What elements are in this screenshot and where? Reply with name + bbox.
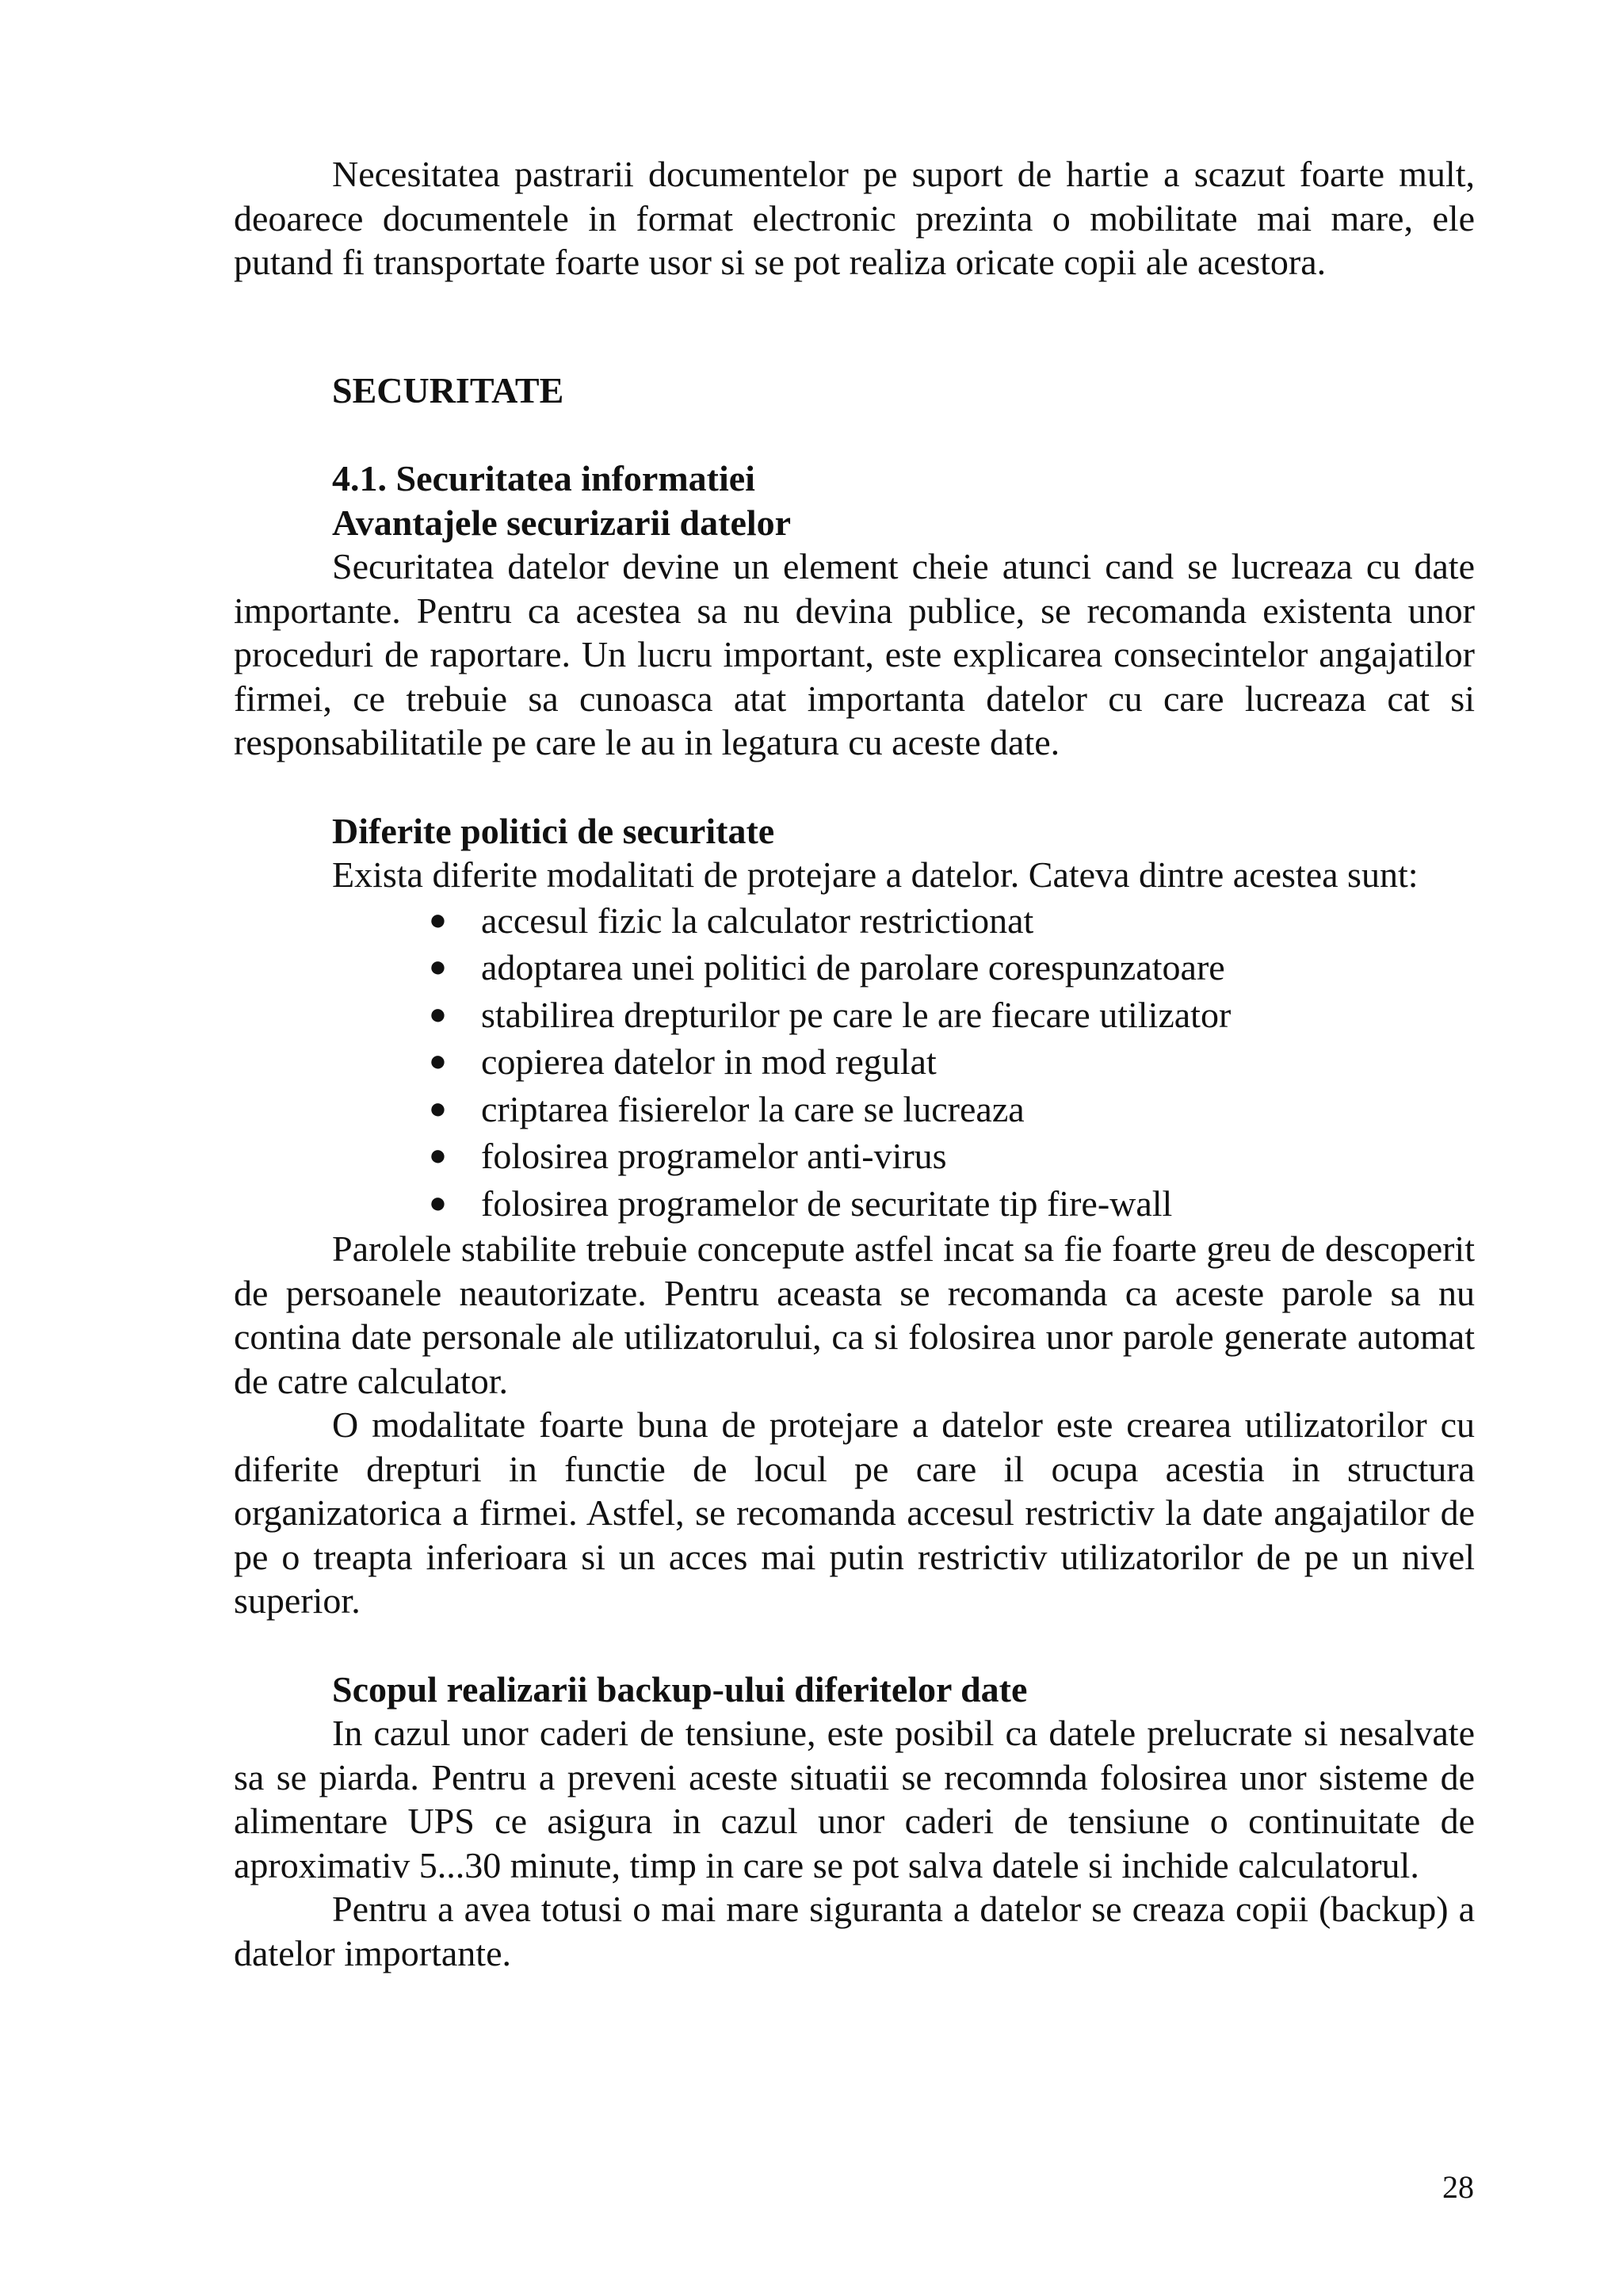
policies-intro-paragraph: Exista diferite modalitati de protejare a datelor. Cateva dintre acestea sunt: xyxy=(332,854,1419,895)
passwords-paragraph: Parolele stabilite trebuie concepute astfel incat sa fie foarte greu de descoperit de persoanele neautorizate. Pentru aceasta se recomanda ca aceste parole sa nu contina date personale ale utilizatorului, ca si folosirea unor parole generate automat de catre calculator. xyxy=(234,1228,1475,1401)
bullet-icon: ● xyxy=(429,1186,447,1220)
power-failure-paragraph: In cazul unor caderi de tensiune, este posibil ca datele prelucrate si nesalvate sa se piarda. Pentru a preveni aceste situatii se recomnda folosirea unor sisteme de alimentare UPS ce asigura in cazul unor caderi de tensiune o continuitate de aproximativ 5...30 minute, timp in care se pot salva datele si inchide calculatorul. xyxy=(234,1713,1475,1885)
bullet-icon: ● xyxy=(429,997,447,1031)
subsection-title: 4.1. Securitatea informatiei xyxy=(332,458,755,499)
bullet-icon: ● xyxy=(429,950,447,984)
spacer xyxy=(234,412,1475,457)
bullet-icon: ● xyxy=(429,903,447,937)
spacer xyxy=(234,285,1475,369)
list-item-text: copierea datelor in mod regulat xyxy=(481,1041,937,1082)
list-item-text: stabilirea drepturilor pe care le are fiecare utilizator xyxy=(481,994,1232,1035)
users-paragraph: O modalitate foarte buna de protejare a datelor este crearea utilizatorilor cu diferite drepturi in functie de locul pe care il ocupa acestia in structura organizatorica a firmei. Astfel, se recomanda accesul restrictiv la date angajatilor de pe o treapta inferioara si un acces mai putin restrictiv utilizatorilor de pe un nivel superior. xyxy=(234,1404,1475,1621)
spacer xyxy=(234,1623,1475,1668)
bullet-icon: ● xyxy=(429,1045,447,1078)
page-content xyxy=(234,152,1475,1975)
list-item-text: accesul fizic la calculator restrictionat xyxy=(481,900,1034,941)
bullet-icon: ● xyxy=(429,1091,447,1125)
list-item xyxy=(234,1133,1475,1180)
backup-copies-paragraph: Pentru a avea totusi o mai mare siguranta a datelor se creaza copii (backup) a datelor importante. xyxy=(234,1889,1475,1973)
list-item-text: criptarea fisierelor la care se lucreaza xyxy=(481,1088,1025,1129)
list-item xyxy=(234,991,1475,1039)
list-item xyxy=(234,1086,1475,1133)
list-item xyxy=(234,944,1475,991)
advantages-title: Avantajele securizarii datelor xyxy=(332,502,792,543)
policies-list xyxy=(234,897,1475,1228)
list-item xyxy=(234,897,1475,945)
list-item-text: folosirea programelor anti-virus xyxy=(481,1136,947,1176)
list-item xyxy=(234,1038,1475,1086)
list-item xyxy=(234,1180,1475,1228)
list-item-text: folosirea programelor de securitate tip fire-wall xyxy=(481,1182,1173,1224)
bullet-icon: ● xyxy=(429,1139,447,1172)
list-item-text: adoptarea unei politici de parolare corespunzatoare xyxy=(481,947,1225,988)
page-number: 28 xyxy=(1442,2169,1474,2205)
policies-title: Diferite politici de securitate xyxy=(332,810,775,851)
spacer xyxy=(234,765,1475,809)
backup-title: Scopul realizarii backup-ului diferitelor date xyxy=(332,1668,1028,1710)
advantages-paragraph: Securitatea datelor devine un element cheie atunci cand se lucreaza cu date importante. Pentru ca acestea sa nu devina publice, se recomanda existenta unor proceduri de raportare. Un lucru important, este explicarea consecintelor angajatilor firmei, ce trebuie sa cunoasca atat importanta datelor cu care lucreaza cat si responsabilitatile pe care le au in legatura cu aceste date. xyxy=(234,546,1475,762)
section-title: SECURITATE xyxy=(332,369,564,411)
intro-paragraph: Necesitatea pastrarii documentelor pe suport de hartie a scazut foarte mult, deoarece documentele in format electronic prezinta o mobilitate mai mare, ele putand fi transportate foarte usor si se pot realiza oricate copii ale acestora. xyxy=(234,154,1475,282)
